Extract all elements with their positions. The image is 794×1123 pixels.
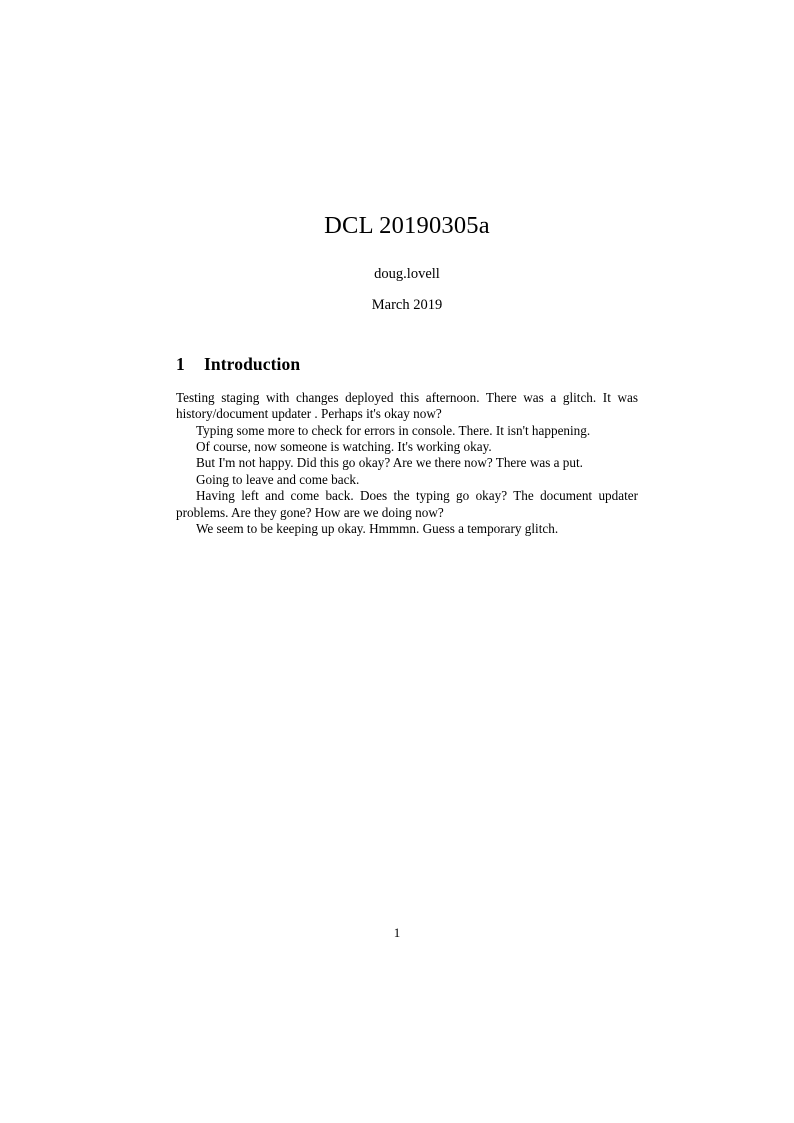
section-title: Introduction <box>204 354 301 374</box>
document-date: March 2019 <box>371 297 443 313</box>
paragraph-7: We seem to be keeping up okay. Hmmmn. Guess a temporary glitch. <box>196 520 559 536</box>
page-number: 1 <box>393 925 401 940</box>
paragraph-2: Typing some more to check for errors in console. There. It isn't happening. <box>196 422 591 438</box>
paragraph-5: Going to leave and come back. <box>196 471 360 487</box>
section-number: 1 <box>176 354 185 374</box>
document-author: doug.lovell <box>374 266 440 282</box>
paragraph-4: But I'm not happy. Did this go okay? Are we there now? There was a put. <box>196 455 583 471</box>
document-title: DCL 20190305a <box>324 212 490 239</box>
document-content <box>176 0 638 537</box>
paragraph-3: Of course, now someone is watching. It's working okay. <box>196 439 492 455</box>
section-heading <box>176 314 638 375</box>
paragraph-6: Having left and come back. Does the typing go okay? The document updater problems. Are they gone? How are we doing now? <box>176 488 638 520</box>
paragraph-1: Testing staging with changes deployed this afternoon. There was a glitch. It was history/document updater . Perhaps it's okay now? <box>176 390 638 422</box>
